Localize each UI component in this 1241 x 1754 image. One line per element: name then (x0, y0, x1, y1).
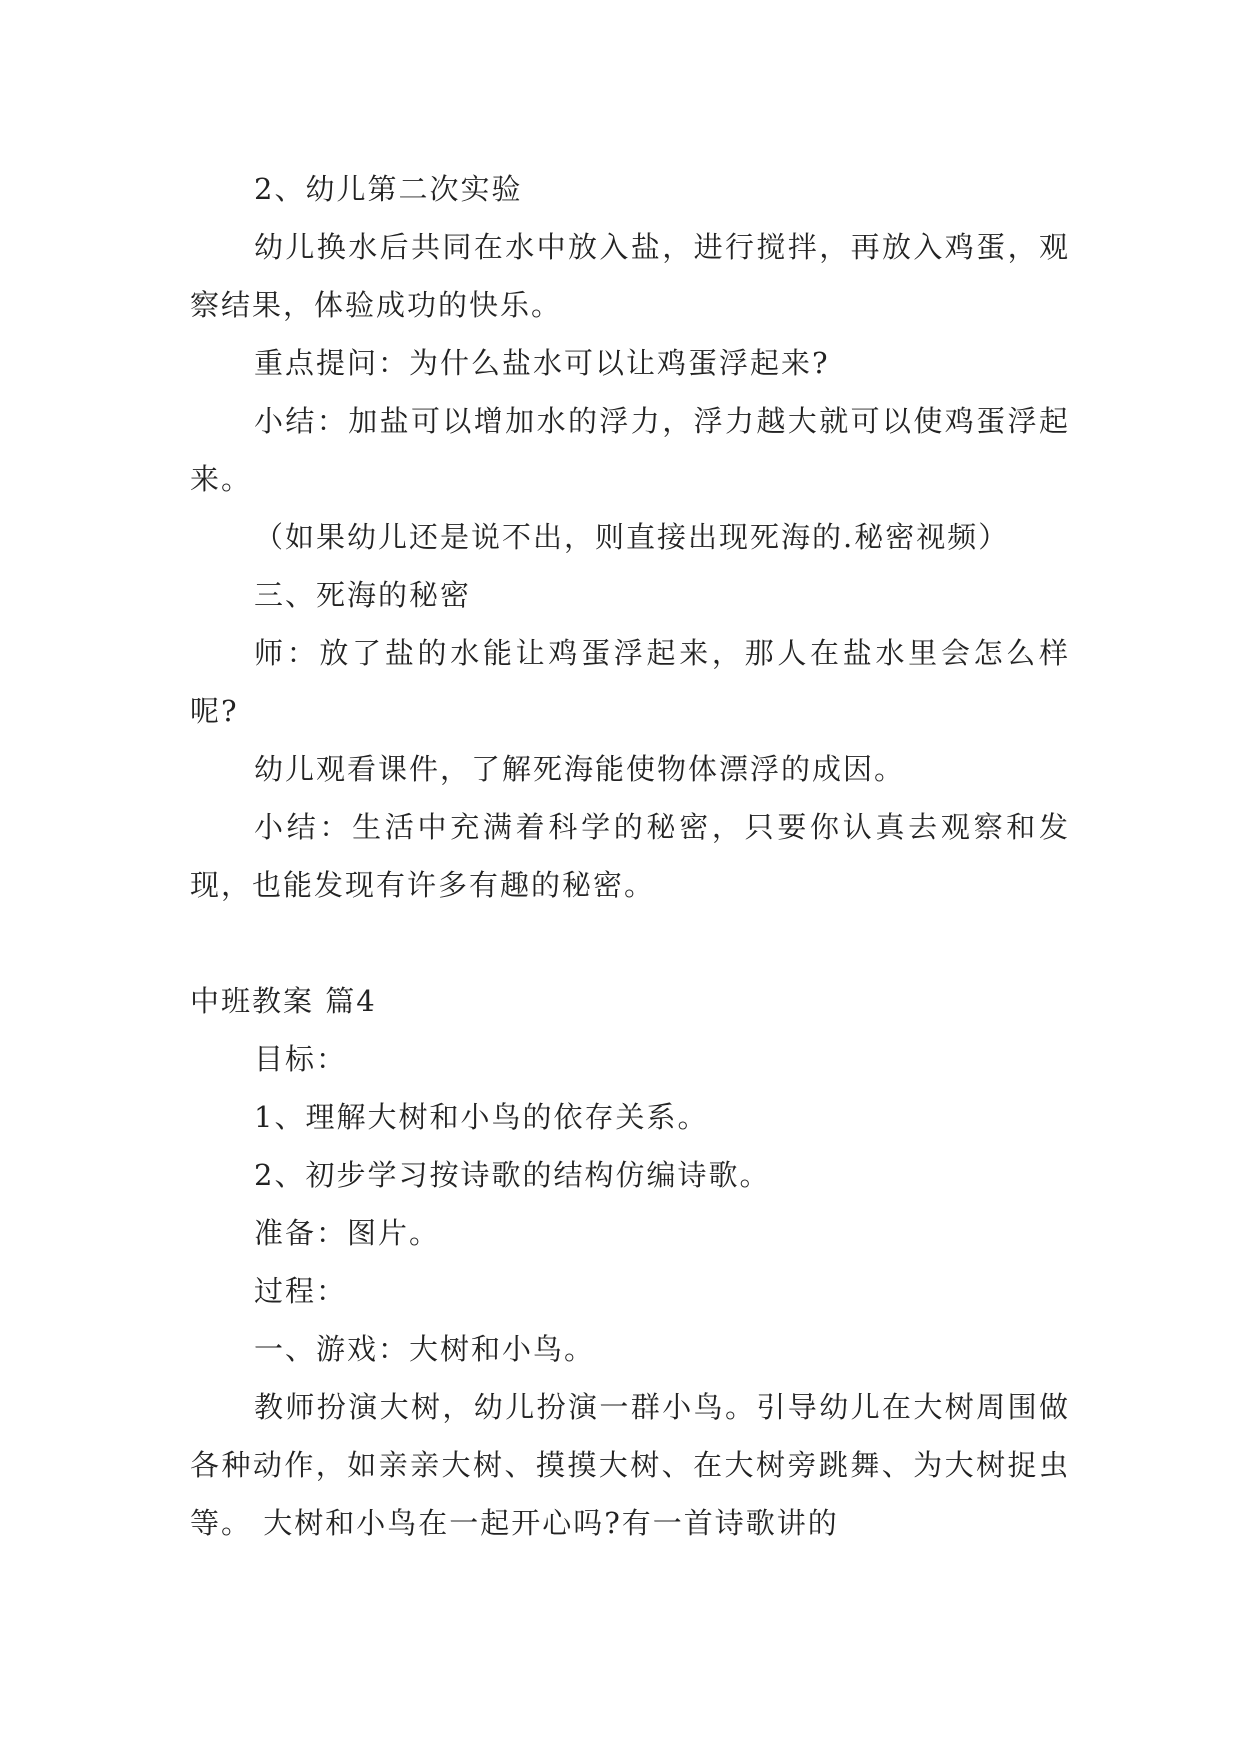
paragraph-watch-courseware: 幼儿观看课件，了解死海能使物体漂浮的成因。 (254, 752, 906, 786)
document-body (190, 160, 1070, 1552)
paragraph-summary-science: 小结：生活中充满着科学的秘密，只要你认真去观察和发现，也能发现有许多有趣的秘密。 (190, 810, 1070, 902)
section-heading: 中班教案 篇4 (190, 984, 377, 1018)
paragraph-game-description: 教师扮演大树，幼儿扮演一群小鸟。引导幼儿在大树周围做各种动作，如亲亲大树、摸摸大树、在大树旁跳舞、为大树捉虫等。 大树和小鸟在一起开心吗?有一首诗歌讲的 (190, 1390, 1070, 1540)
paragraph-teacher-question: 师：放了盐的水能让鸡蛋浮起来，那人在盐水里会怎么样呢? (190, 636, 1070, 728)
paragraph-key-question: 重点提问：为什么盐水可以让鸡蛋浮起来? (254, 346, 830, 380)
paragraph-goal-1: 1、理解大树和小鸟的依存关系。 (254, 1100, 709, 1134)
paragraph-dead-sea-title: 三、死海的秘密 (254, 578, 472, 612)
paragraph-goal-2: 2、初步学习按诗歌的结构仿编诗歌。 (254, 1158, 771, 1192)
paragraph-preparation: 准备：图片。 (254, 1216, 441, 1250)
paragraph-goals-label: 目标： (254, 1042, 348, 1076)
paragraph-experiment-2-steps: 幼儿换水后共同在水中放入盐，进行搅拌，再放入鸡蛋，观察结果，体验成功的快乐。 (190, 230, 1070, 322)
paragraph-process-label: 过程： (254, 1274, 348, 1308)
paragraph-experiment-2-title: 2、幼儿第二次实验 (254, 172, 523, 206)
paragraph-game-title: 一、游戏：大树和小鸟。 (254, 1332, 596, 1366)
paragraph-summary-buoyancy: 小结：加盐可以增加水的浮力，浮力越大就可以使鸡蛋浮起来。 (190, 404, 1070, 496)
paragraph-video-note: （如果幼儿还是说不出，则直接出现死海的.秘密视频） (254, 520, 1010, 554)
